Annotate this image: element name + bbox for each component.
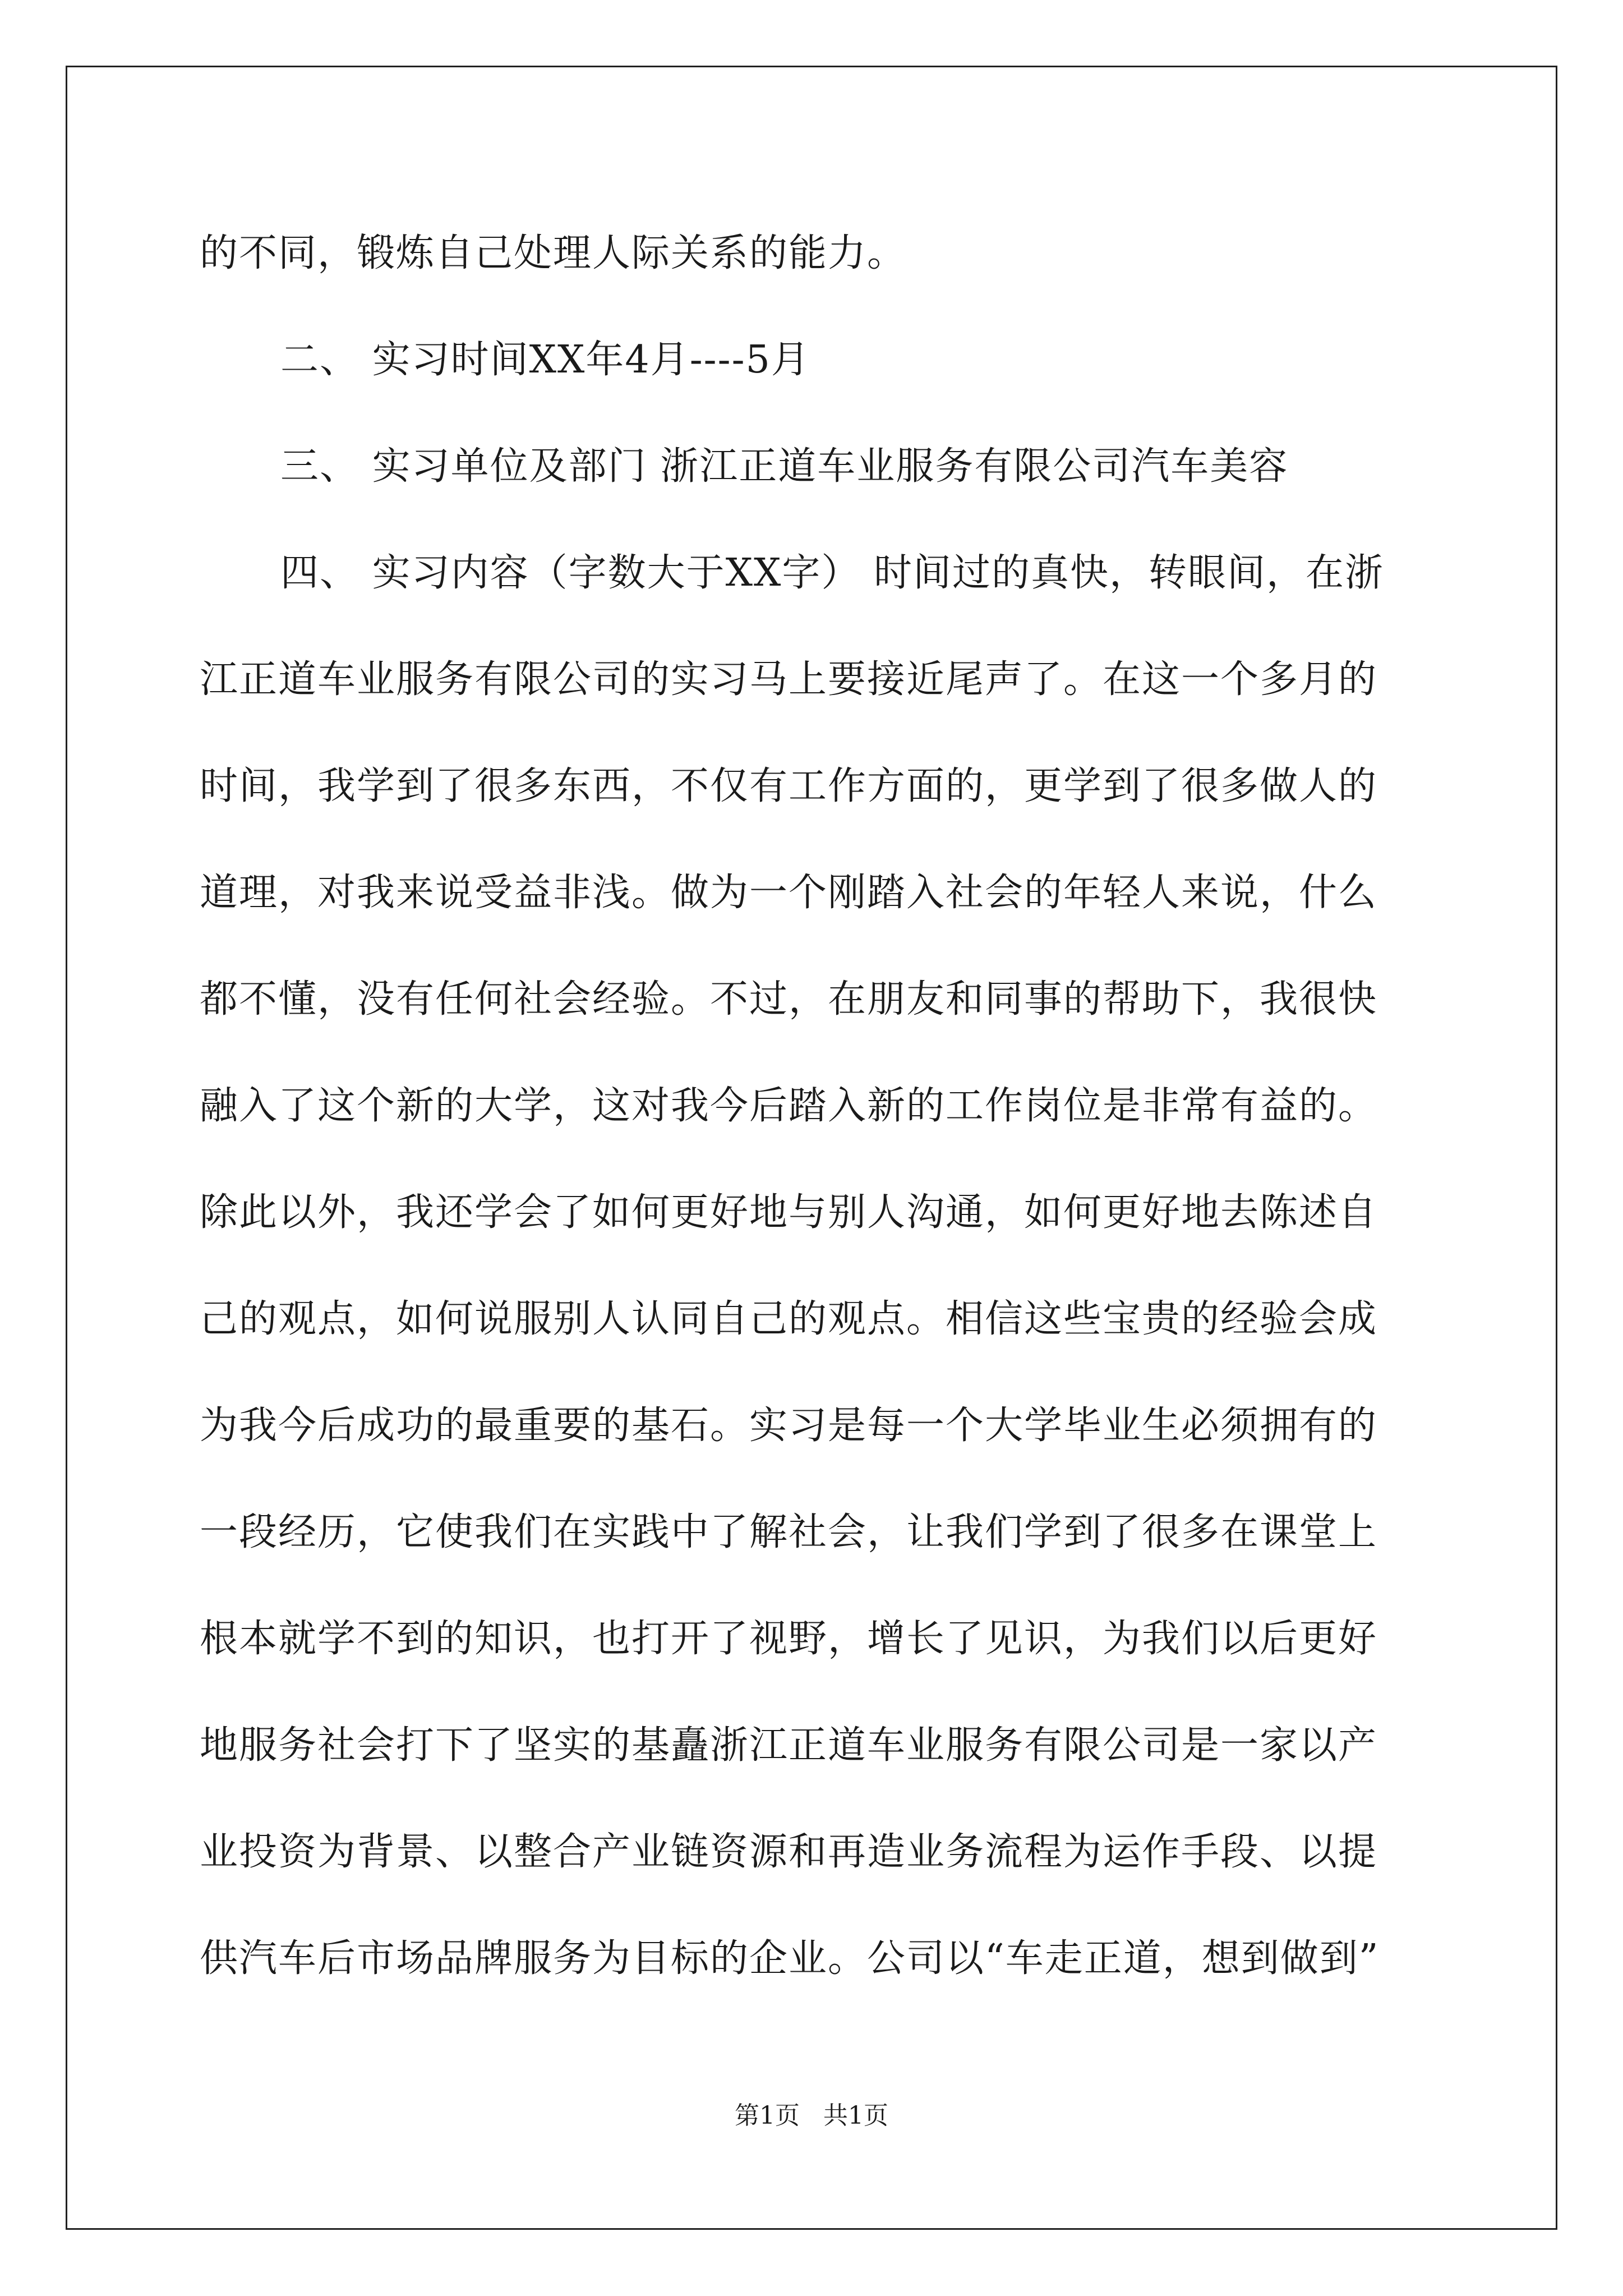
text-line-5: 江正道车业服务有限公司的实习马上要接近尾声了。在这一个多月的 xyxy=(200,657,1378,702)
text-line-11: 己的观点，如何说服别人认同自己的观点。相信这些宝贵的经验会成 xyxy=(200,1297,1378,1341)
section-2-heading: 二、 实习时间XX年4月----5月 xyxy=(280,338,810,382)
page-number-footer: 第1页 共1页 xyxy=(735,2101,888,2130)
text-line-9: 融入了这个新的大学，这对我今后踏入新的工作岗位是非常有益的。 xyxy=(200,1084,1378,1128)
page-border xyxy=(66,66,1557,2230)
text-line-12: 为我今后成功的最重要的基石。实习是每一个大学毕业生必须拥有的 xyxy=(200,1404,1378,1448)
text-line-14: 根本就学不到的知识，也打开了视野，增长了见识，为我们以后更好 xyxy=(200,1617,1378,1661)
text-line-8: 都不懂，没有任何社会经验。不过，在朋友和同事的帮助下，我很快 xyxy=(200,977,1378,1022)
text-line-10: 除此以外，我还学会了如何更好地与别人沟通，如何更好地去陈述自 xyxy=(200,1190,1378,1235)
text-line-17: 供汽车后市场品牌服务为目标的企业。公司以“车走正道，想到做到” xyxy=(200,1936,1380,1981)
text-line-15: 地服务社会打下了坚实的基矗浙江正道车业服务有限公司是一家以产 xyxy=(200,1723,1378,1768)
text-line-1: 的不同，锻炼自己处理人际关系的能力。 xyxy=(200,231,907,275)
section-3-heading: 三、 实习单位及部门 浙江正道车业服务有限公司汽车美容 xyxy=(280,444,1289,489)
text-line-13: 一段经历，它使我们在实践中了解社会，让我们学到了很多在课堂上 xyxy=(200,1510,1378,1554)
text-line-6: 时间，我学到了很多东西，不仅有工作方面的，更学到了很多做人的 xyxy=(200,764,1378,808)
text-line-16: 业投资为背景、以整合产业链资源和再造业务流程为运作手段、以提 xyxy=(200,1830,1378,1874)
text-line-7: 道理，对我来说受益非浅。做为一个刚踏入社会的年轻人来说，什么 xyxy=(200,871,1378,915)
section-4-heading: 四、 实习内容（字数大于XX字） 时间过的真快，转眼间，在浙 xyxy=(280,551,1385,595)
